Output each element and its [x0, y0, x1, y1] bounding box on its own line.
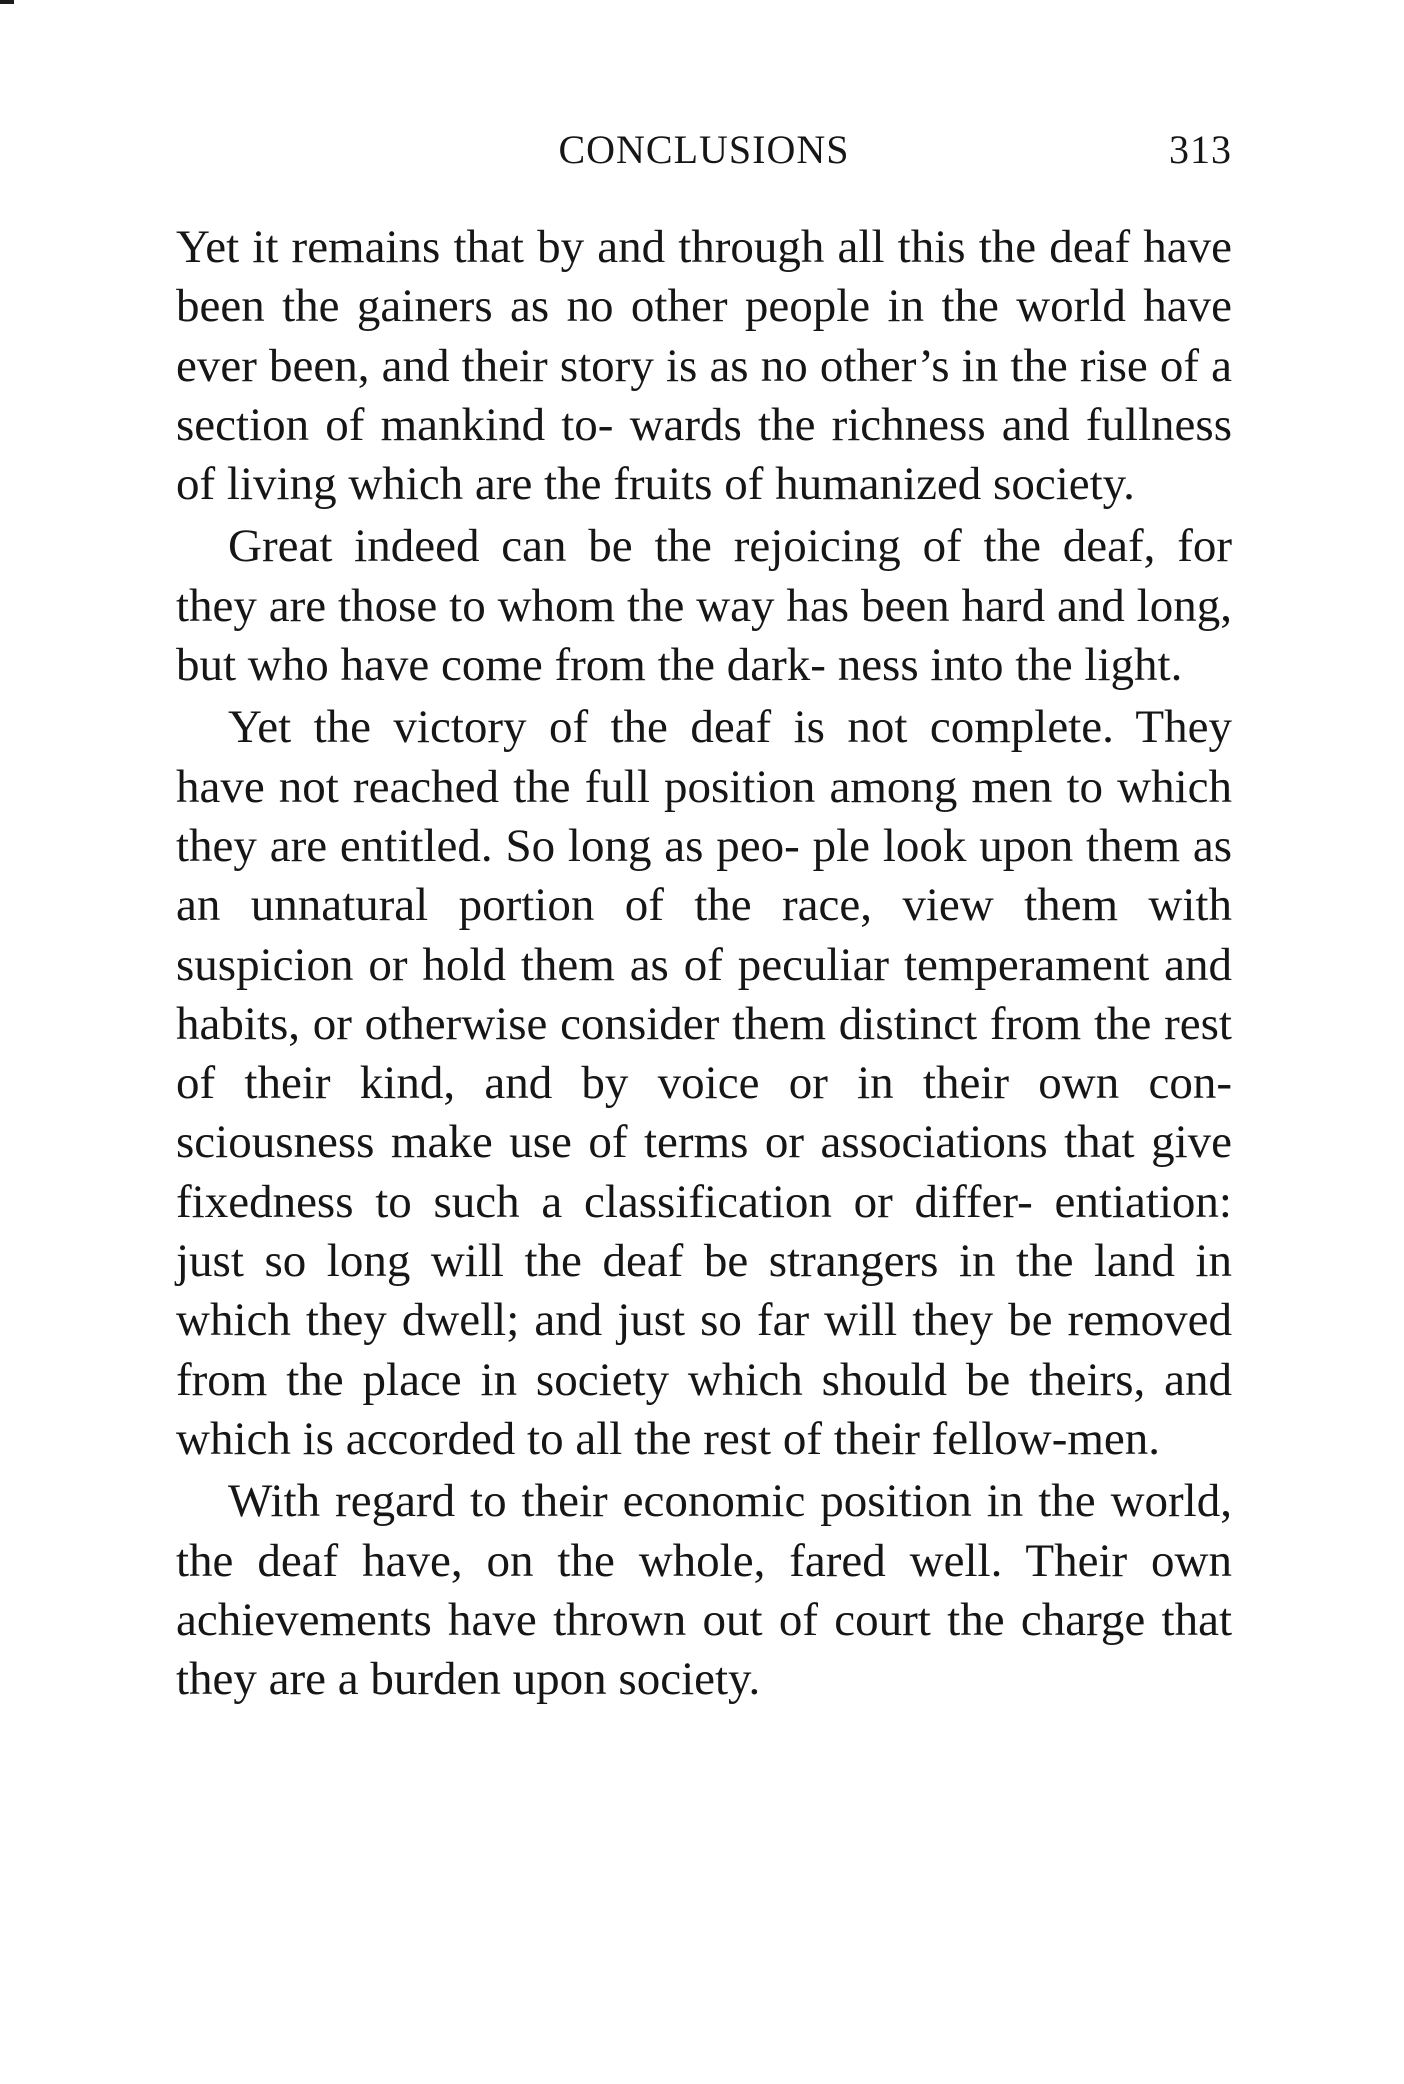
running-head [176, 120, 1232, 180]
running-title: CONCLUSIONS [558, 127, 850, 172]
page-number: 313 [1169, 127, 1232, 172]
paragraph: Yet it remains that by and through all this the deaf have been the gainers as no other people in the world have ever been, and their story is as no other’s in the rise of a section of mankind to- wards the richness and fullness of living which are the fruits of humanized society. [176, 221, 1232, 511]
body-text [176, 218, 1232, 1709]
paragraph: Great indeed can be the rejoicing of the deaf, for they are those to whom the way has been hard and long, but who have come from the dark- ness into the light. [176, 520, 1232, 692]
paragraph: Yet the victory of the deaf is not complete. They have not reached the full position among men to which they are entitled. So long as peo- ple look upon them as an unnatural portion of the race, view them with suspicion or hold them as of peculiar temperament and habits, or otherwise consider them distinct from the rest of their kind, and by voice or in their own con- sciousness make use of terms or associations that give fixedness to such a classification or differ- entiation: just so long will the deaf be strangers in the land in which they dwell; and just so far will they be removed from the place in society which should be theirs, and which is accorded to all the rest of their fellow-men. [176, 701, 1232, 1465]
scan-edge-mark [0, 0, 14, 4]
paragraph: With regard to their economic position in the world, the deaf have, on the whole, fared well. Their own achievements have thrown out of court the charge that they are a burden upon society. [176, 1475, 1232, 1706]
